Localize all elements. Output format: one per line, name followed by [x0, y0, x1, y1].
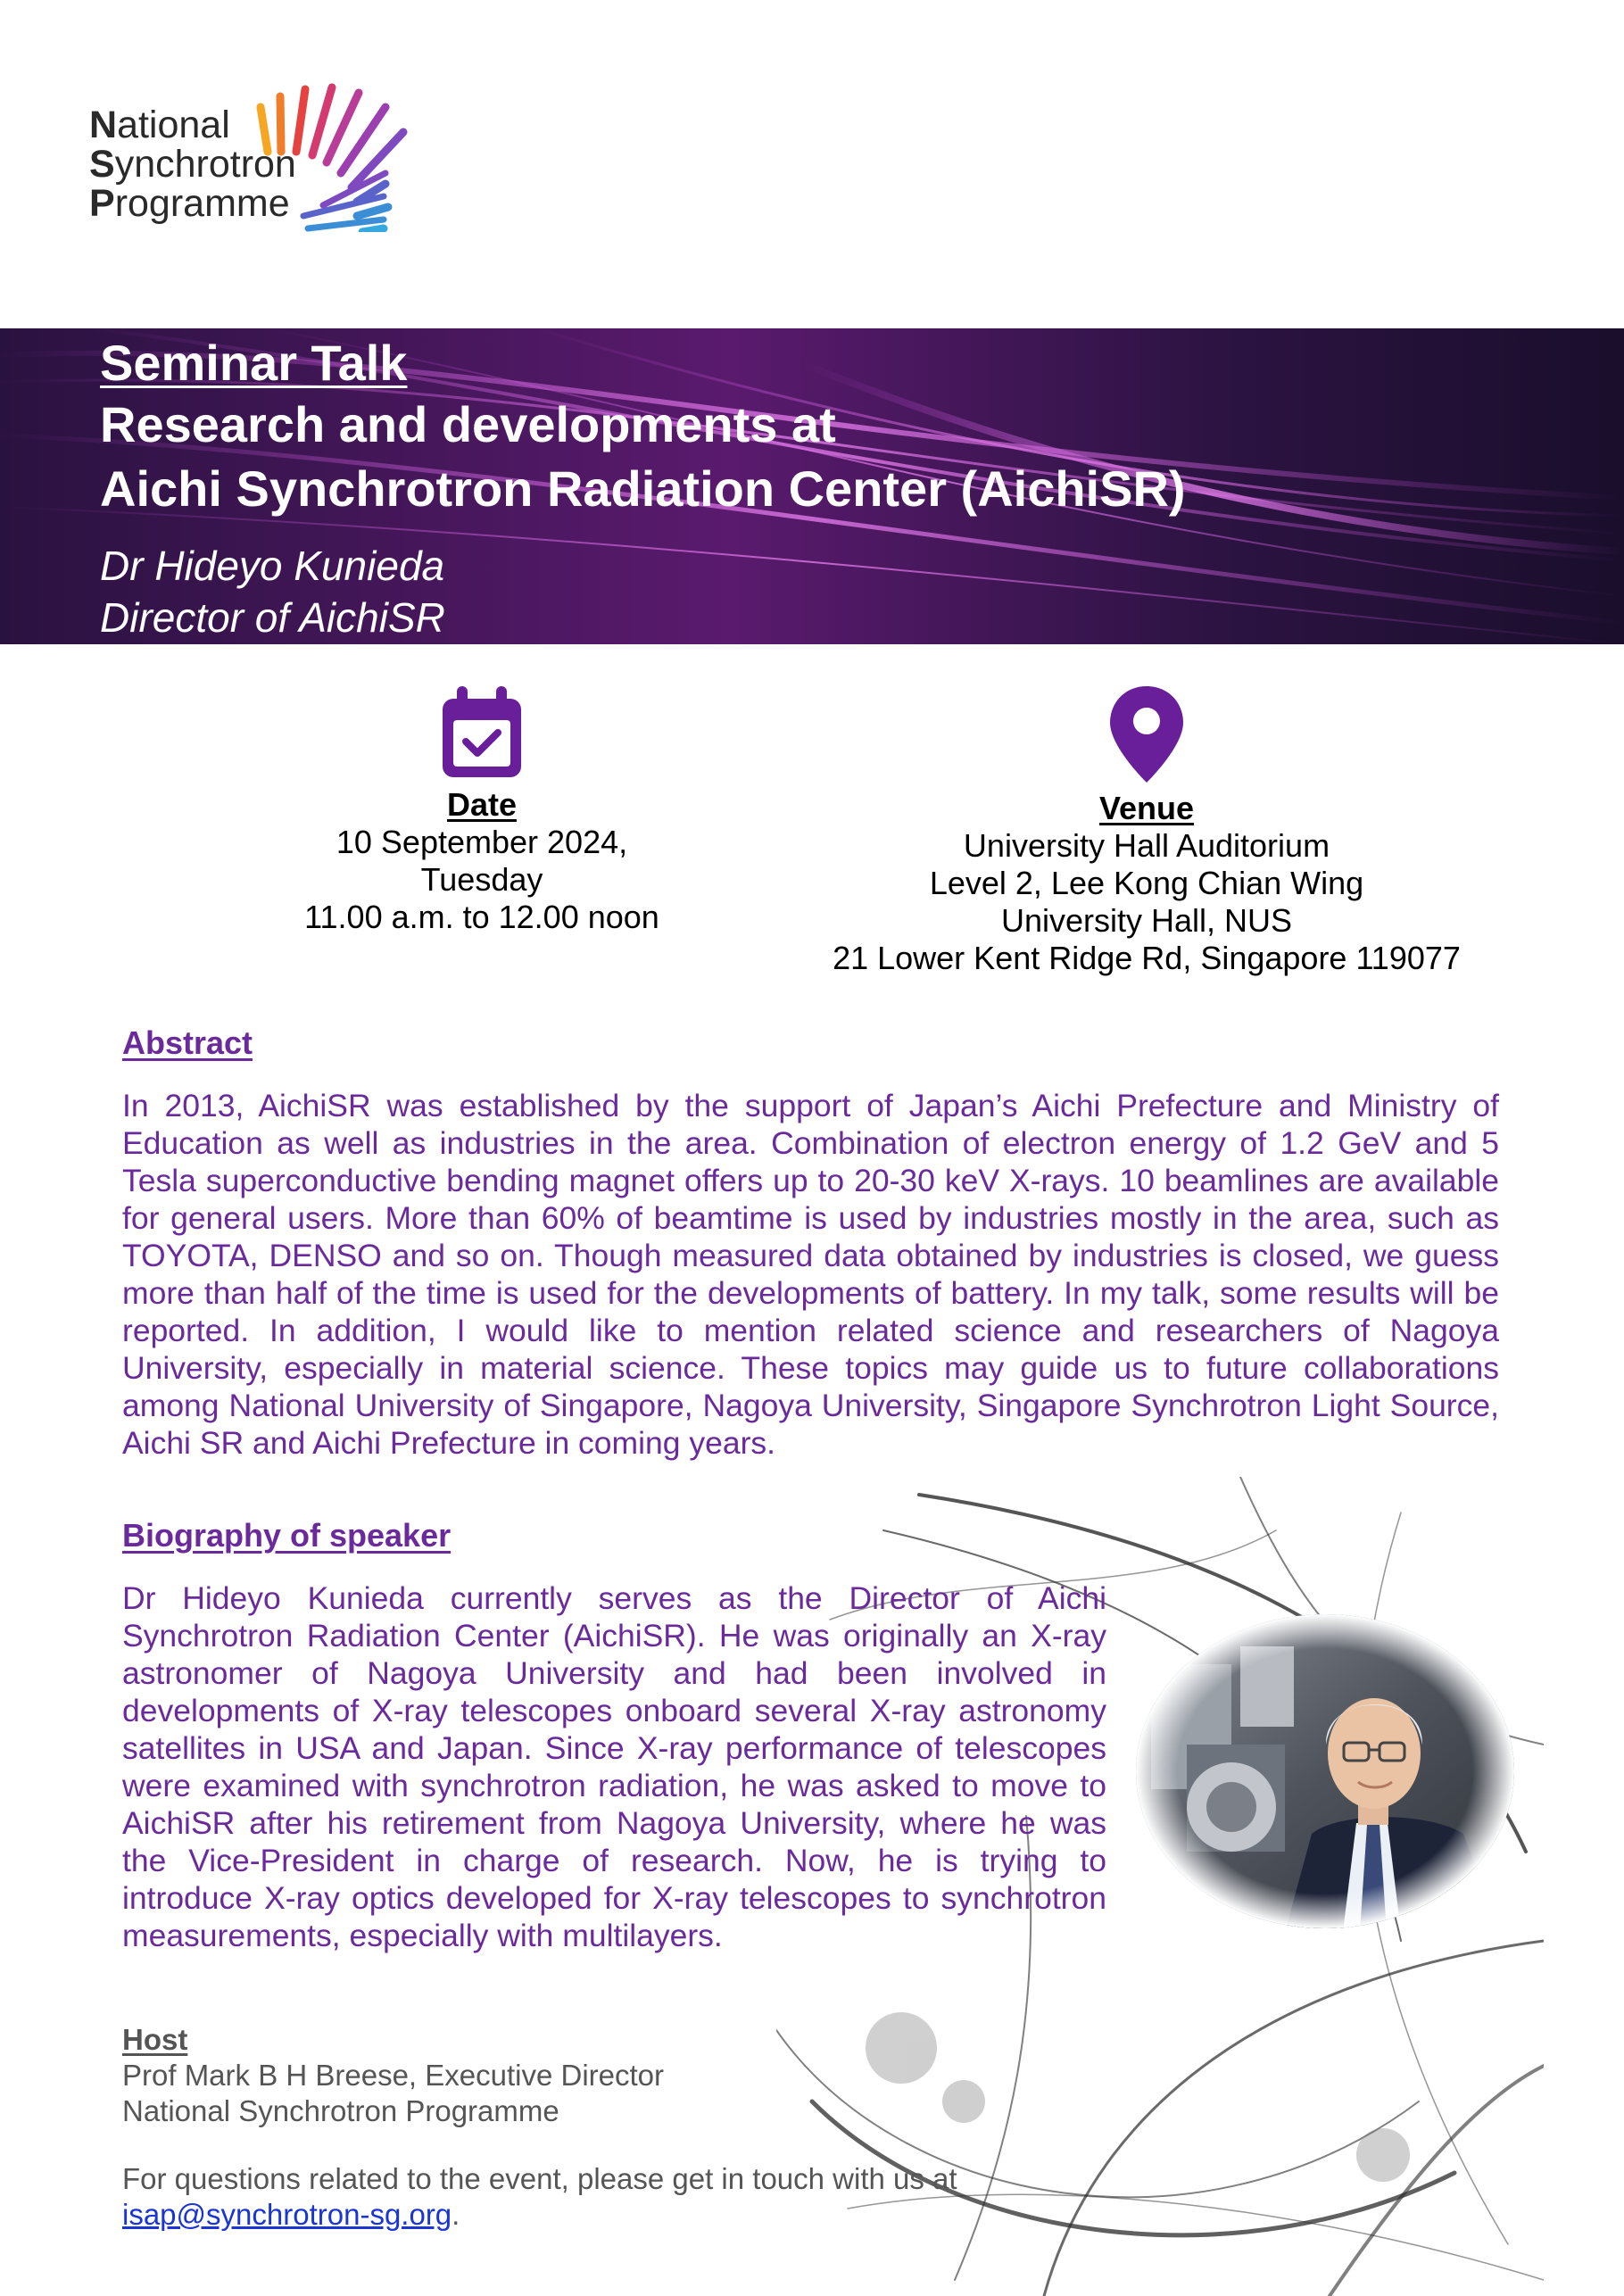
- talk-title: [100, 393, 1186, 521]
- biography-text: Dr Hideyo Kunieda currently serves as the Director of Aichi Synchrotron Radiation Center (AichiSR). He was originally an X-ray astronomer of Nagoya University and had been involved in developments of X-ray telescopes onboard several X-ray astronomy satellites in USA and Japan. Since X-ray performance of telescopes were examined with synchrotron radiation, he was asked to move to AichiSR after his retirement from Nagoya University, where he was the Vice-President in charge of research. Now, he is trying to introduce X-ray optics developed for X-ray telescopes to synchrotron measurements, especially with multilayers.: [122, 1580, 1106, 1953]
- host-heading: Host: [122, 2023, 188, 2056]
- seminar-banner: [0, 328, 1624, 644]
- date-block: [250, 683, 714, 936]
- venue-block: [732, 683, 1562, 977]
- venue-line-address: 21 Lower Kent Ridge Rd, Singapore 119077: [833, 940, 1461, 976]
- venue-line-campus: University Hall, NUS: [1000, 902, 1293, 939]
- biography-heading: Biography of speaker: [122, 1517, 452, 1554]
- logo-line-synchrotron: Synchrotron: [89, 143, 296, 186]
- abstract-heading: Abstract: [122, 1024, 253, 1061]
- calendar-check-icon: [437, 683, 526, 783]
- logo-line-programme: Programme: [89, 182, 290, 225]
- venue-line-level: Level 2, Lee Kong Chian Wing: [929, 865, 1364, 901]
- host-block: [122, 2022, 664, 2129]
- talk-title-line1: Research and developments at: [100, 396, 836, 452]
- contact-text: For questions related to the event, please get in touch with us at: [122, 2162, 957, 2195]
- venue-heading: Venue: [1098, 790, 1195, 826]
- date-line: 10 September 2024,: [336, 824, 628, 860]
- time-line: 11.00 a.m. to 12.00 noon: [304, 899, 659, 935]
- talk-title-line2: Aichi Synchrotron Radiation Center (AichiSR): [100, 460, 1186, 517]
- speaker-role: Director of AichiSR: [100, 594, 445, 641]
- host-organisation: National Synchrotron Programme: [122, 2094, 559, 2127]
- abstract-text: In 2013, AichiSR was established by the support of Japan’s Aichi Prefecture and Ministry of Education as well as industries in the area. Combination of electron energy of 1.2 GeV and 5 Tesla superconductive bending magnet offers up to 20-30 keV X-rays. 10 beamlines are available for general users. More than 60% of beamtime is used by industries mostly in the area, such as TOYOTA, DENSO and so on. Though measured data obtained by industries is closed, we guess more than half of the time is used for the developments of battery. In my talk, some results will be reported. In addition, I would like to mention related science and researchers of Nagoya University, especially in material science. These topics may guide us to future collaborations among National University of Singapore, Nagoya University, Singapore Synchrotron Light Source, Aichi SR and Aichi Prefecture in coming years.: [122, 1088, 1499, 1461]
- logo-line-national: National: [89, 104, 230, 146]
- host-name: Prof Mark B H Breese, Executive Director: [122, 2059, 665, 2092]
- speaker-photo: [1133, 1611, 1517, 1932]
- seminar-label: Seminar Talk: [100, 335, 408, 391]
- contact-block: [122, 2161, 957, 2233]
- date-heading: Date: [446, 786, 518, 823]
- map-pin-icon: [1106, 683, 1187, 786]
- npsp-logo: [89, 62, 428, 232]
- contact-email-link[interactable]: isap@synchrotron-sg.org: [122, 2198, 452, 2231]
- speaker-name: Dr Hideyo Kunieda: [100, 543, 445, 589]
- contact-suffix: .: [452, 2198, 460, 2231]
- venue-line-hall: University Hall Auditorium: [963, 827, 1330, 864]
- day-line: Tuesday: [420, 861, 543, 898]
